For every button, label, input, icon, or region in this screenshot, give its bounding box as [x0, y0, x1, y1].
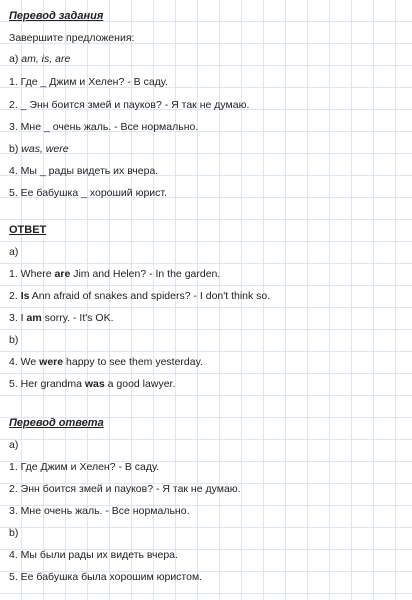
task-group-a — [9, 52, 70, 66]
answer-verb: am — [26, 312, 42, 324]
task-item-3: 3. Мне _ очень жаль. - Все нормально. — [9, 121, 199, 133]
translation-item-4: 4. Мы были рады их видеть вчера. — [9, 549, 178, 561]
group-b-label: b) — [9, 143, 22, 155]
answer-text: sorry. - It's OK. — [41, 312, 114, 324]
answer-verb: are — [54, 268, 71, 280]
answer-text: happy to see them yesterday. — [63, 356, 203, 368]
translation-item-5: 5. Ее бабушка была хорошим юристом. — [9, 571, 203, 583]
answer-item-1 — [9, 267, 220, 281]
task-heading: Перевод задания — [9, 10, 104, 22]
answer-group-b: b) — [9, 334, 19, 346]
task-item-2: 2. _ Энн боится змей и пауков? - Я так не думаю. — [9, 99, 250, 111]
translation-item-3: 3. Мне очень жаль. - Все нормально. — [9, 505, 190, 517]
answer-text: 1. Where — [9, 268, 55, 280]
task-group-b — [9, 142, 69, 156]
group-b-words: was, were — [21, 143, 69, 155]
task-item-5: 5. Ее бабушка _ хороший юрист. — [9, 187, 167, 199]
answer-verb: was — [84, 378, 105, 390]
answer-group-a: a) — [9, 246, 19, 258]
group-a-label: a) — [9, 53, 22, 65]
answer-text: 5. Her grandma — [9, 378, 85, 390]
group-a-words: am, is, are — [21, 53, 71, 65]
answer-heading: ОТВЕТ — [9, 224, 47, 236]
answer-item-4 — [9, 355, 203, 369]
answer-text: Ann afraid of snakes and spiders? - I don't think so. — [29, 290, 271, 302]
task-instruction: Завершите предложения: — [9, 32, 135, 44]
task-item-4: 4. Мы _ рады видеть их вчера. — [9, 165, 159, 177]
answer-text: 2. — [9, 290, 21, 302]
translation-heading: Перевод ответа — [9, 417, 104, 429]
translation-item-2: 2. Энн боится змей и пауков? - Я так не думаю. — [9, 483, 241, 495]
answer-text: 3. I — [9, 312, 27, 324]
answer-text: a good lawyer. — [104, 378, 176, 390]
answer-item-2 — [9, 289, 270, 303]
translation-item-1: 1. Где Джим и Хелен? - В саду. — [9, 461, 160, 473]
answer-item-3 — [9, 311, 114, 325]
answer-verb: Is — [20, 290, 30, 302]
answer-verb: were — [39, 356, 64, 368]
answer-item-5 — [9, 377, 175, 391]
answer-text: Jim and Helen? - In the garden. — [70, 268, 221, 280]
translation-group-b: b) — [9, 527, 19, 539]
translation-group-a: a) — [9, 439, 19, 451]
task-item-1: 1. Где _ Джим и Хелен? - В саду. — [9, 76, 168, 88]
answer-text: 4. We — [9, 356, 40, 368]
